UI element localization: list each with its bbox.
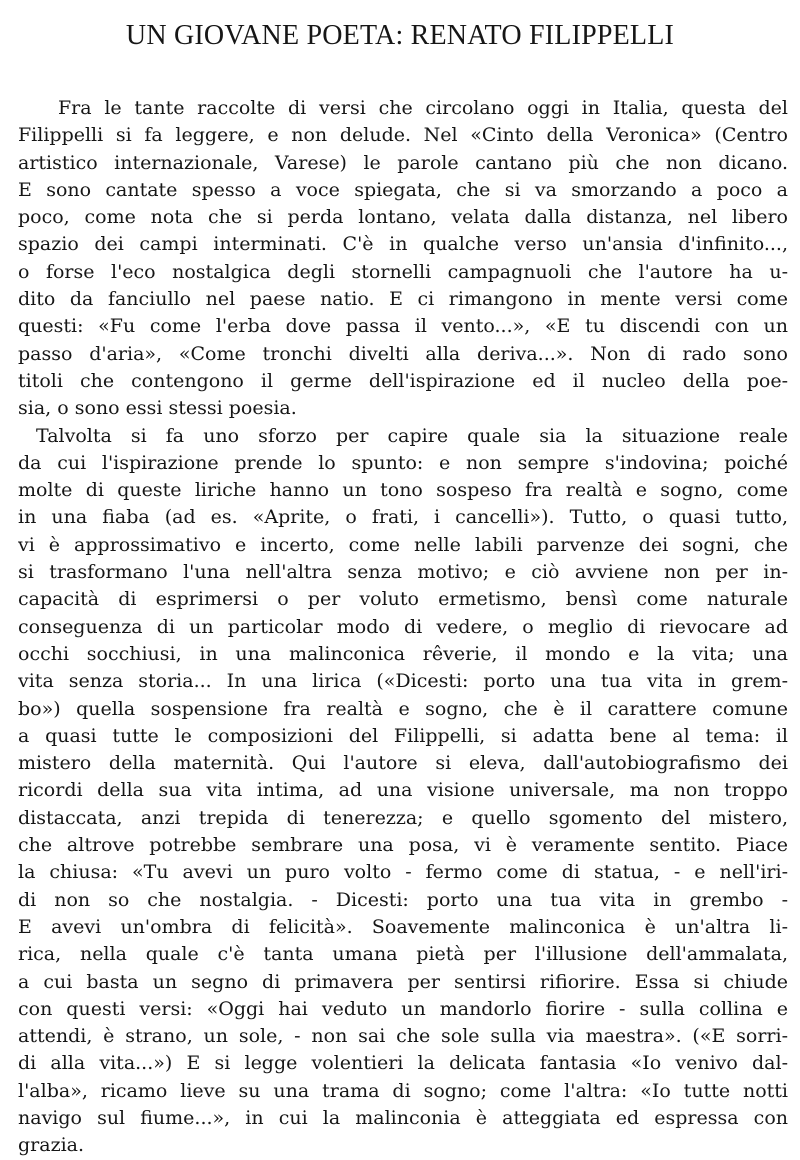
text-line: che altrove potrebbe sembrare una posa, vi è veramente sentito. Piace xyxy=(18,834,788,857)
text-line: in una fiaba (ad es. «Aprite, o frati, i cancelli»). Tutto, o quasi tutto, xyxy=(18,506,788,529)
text-line: ricordi della sua vita intima, ad una visione universale, ma non troppo xyxy=(18,779,788,802)
text-line: dito da fanciullo nel paese natio. E ci rimangono in mente versi come xyxy=(18,288,788,311)
text-line: E sono cantate spesso a voce spiegata, che si va smorzando a poco a xyxy=(18,178,788,201)
text-line: a quasi tutte le composizioni del Filippelli, si adatta bene al tema: il xyxy=(18,724,788,747)
text-line: di non so che nostalgia. - Dicesti: porto una tua vita in grembo - xyxy=(18,888,788,911)
text-line: titoli che contengono il germe dell'ispirazione ed il nucleo della poe- xyxy=(18,369,788,392)
text-line: o forse l'eco nostalgica degli stornelli campagnuoli che l'autore ha u- xyxy=(18,260,788,283)
article-body xyxy=(18,95,788,1160)
text-line: vita senza storia... In una lirica («Dicesti: porto una tua vita in grem- xyxy=(18,670,788,693)
text-line: sia, o sono essi stessi poesia. xyxy=(18,397,297,420)
text-line: attendi, è strano, un sole, - non sai che sole sulla via maestra». («E sorri- xyxy=(18,1025,788,1048)
text-line: di alla vita...») E si legge volentieri la delicata fantasia «Io venivo dal- xyxy=(18,1052,788,1075)
paragraph-1 xyxy=(18,95,788,423)
text-line: distaccata, anzi trepida di tenerezza; e quello sgomento del mistero, xyxy=(18,806,788,829)
text-line: passo d'aria», «Come tronchi divelti alla deriva...». Non di rado sono xyxy=(18,342,788,365)
text-line: a cui basta un segno di primavera per sentirsi rifiorire. Essa si chiude xyxy=(18,970,788,993)
text-line: si trasformano l'una nell'altra senza motivo; e ciò avviene non per in- xyxy=(18,561,788,584)
paragraph-2 xyxy=(18,423,788,1160)
text-line: da cui l'ispirazione prende lo spunto: e non sempre s'indovina; poiché xyxy=(18,451,788,474)
text-line: spazio dei campi interminati. C'è in qualche verso un'ansia d'infinito..., xyxy=(18,233,788,256)
text-line: rica, nella quale c'è tanta umana pietà per l'illusione dell'ammalata, xyxy=(18,943,788,966)
text-line: E avevi un'ombra di felicità». Soavemente malinconica è un'altra li- xyxy=(18,915,788,938)
text-line: Filippelli si fa leggere, e non delude. Nel «Cinto della Veronica» (Centro xyxy=(18,124,788,147)
text-line: grazia. xyxy=(18,1134,85,1157)
text-line: questi: «Fu come l'erba dove passa il vento...», «E tu discendi con un xyxy=(18,315,788,338)
text-line: Talvolta si fa uno sforzo per capire quale sia la situazione reale xyxy=(36,424,788,447)
text-line: occhi socchiusi, in una malinconica rêverie, il mondo e la vita; una xyxy=(18,642,788,665)
text-line: navigo sul fiume...», in cui la malinconia è atteggiata ed espressa con xyxy=(18,1106,788,1129)
text-line: la chiusa: «Tu avevi un puro volto - fermo come di statua, - e nell'iri- xyxy=(18,861,788,884)
text-line: vi è approssimativo e incerto, come nelle labili parvenze dei sogni, che xyxy=(18,533,788,556)
text-line: bo») quella sospensione fra realtà e sogno, che è il carattere comune xyxy=(18,697,788,720)
text-line: molte di queste liriche hanno un tono sospeso fra realtà e sogno, come xyxy=(18,479,788,502)
text-line: artistico internazionale, Varese) le parole cantano più che non dicano. xyxy=(18,151,788,174)
text-line: mistero della maternità. Qui l'autore si eleva, dall'autobiografismo dei xyxy=(18,752,788,775)
article-title: UN GIOVANE POETA: RENATO FILIPPELLI xyxy=(125,20,675,51)
text-line: conseguenza di un particolar modo di vedere, o meglio di rievocare ad xyxy=(18,615,788,638)
text-line: Fra le tante raccolte di versi che circolano oggi in Italia, questa del xyxy=(58,97,788,119)
text-line: poco, come nota che si perda lontano, velata dalla distanza, nel libero xyxy=(18,206,788,229)
text-line: con questi versi: «Oggi hai veduto un mandorlo fiorire - sulla collina e xyxy=(18,997,788,1020)
text-line: l'alba», ricamo lieve su una trama di sogno; come l'altra: «Io tutte notti xyxy=(18,1079,788,1102)
text-line: capacità di esprimersi o per voluto ermetismo, bensì come naturale xyxy=(18,588,788,611)
